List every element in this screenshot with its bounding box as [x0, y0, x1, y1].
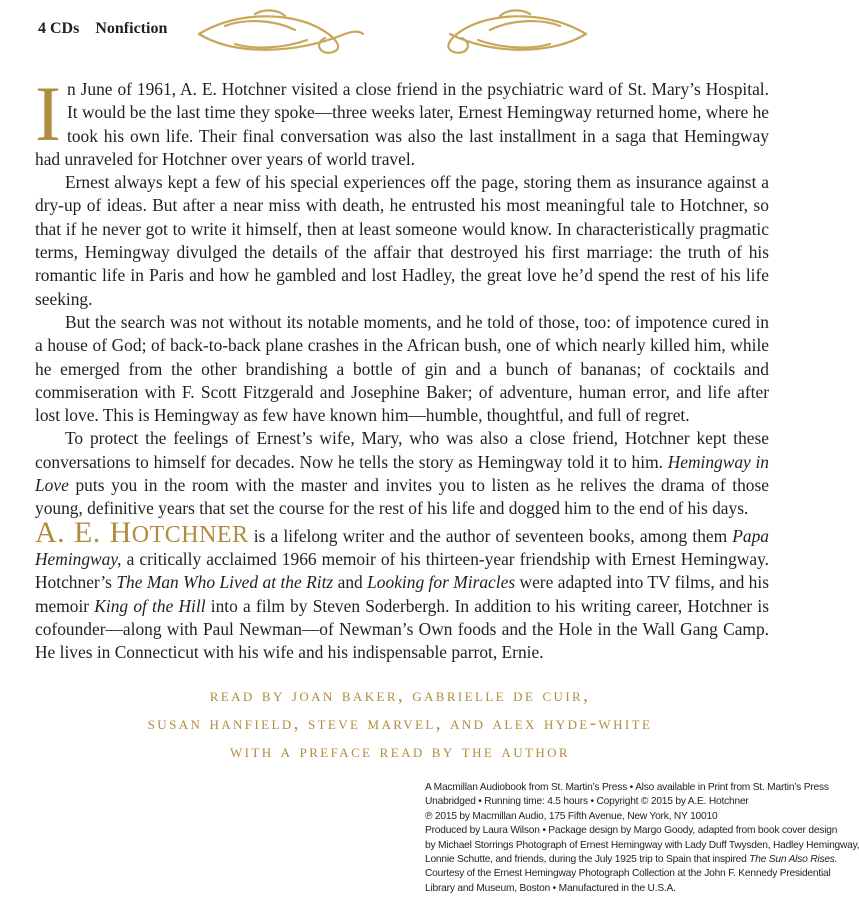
bio-book-1: Papa Hemingway, [35, 525, 770, 569]
credit-line-6-text: Lonnie Schutte, and friends, during the July 1925 trip to Spain that inspired [425, 854, 747, 866]
credit-line-1: A Macmillan Audiobook from St. Martin’s Press • Also available in Print from St. Martin’s Press [425, 782, 829, 793]
credit-line-5: by Michael Storrings Photograph of Ernest Hemingway with Lady Duff Twysden, Hadley Hemingway, [425, 839, 859, 851]
author-initials: A. E. H [35, 515, 132, 549]
credit-line-8: Library and Museum, Boston • Manufactured in the U.S.A. [425, 882, 676, 894]
narrators-line-1: read by joan baker, gabrielle de cuir, [209, 685, 591, 706]
paragraph-4 [35, 427, 769, 520]
top-label [38, 20, 167, 38]
paragraph-4-text-b: puts you in the room with the master and invites you to listen as he relives the drama of those young, definitive years that set the course for the rest of his life and dogged him to the end of his days. [35, 475, 769, 519]
credit-line-4: Produced by Laura Wilson • Package design by Margo Goody, adapted from book cover design [425, 825, 838, 837]
credit-line-3: ℗ 2015 by Macmillan Audio, 175 Fifth Avenue, New York, NY 10010 [425, 810, 718, 822]
flourish-ornament-left [195, 4, 365, 62]
bio-book-4: King of the Hill [94, 595, 206, 616]
paragraph-2: Ernest always kept a few of his special experiences off the page, storing them as insurance against a dry-up of ideas. But after a near miss with death, he entrusted his most meaningful tale to Hotchner, so that if he never got to write it himself, then at least someone would know. In characteristically pragmatic terms, Hemingway divulged the details of the affair that destroyed his first marriage: the truth of his romantic life in Paris and how he gambled and lost Hadley, the great love he’d spend the rest of his life seeking. [35, 172, 769, 309]
author-name [35, 516, 249, 549]
paragraph-1 [35, 70, 769, 171]
author-bio [35, 515, 770, 665]
bio-book-3: Looking for Miracles [367, 572, 516, 593]
bio-text-c: and [337, 572, 363, 593]
paragraph-3: But the search was not without its notable moments, and he told of those, too: of impotence cured in a house of God; of back-to-back plane crashes in the African bush, one of which nearly killed him, while he emerged from the other brandishing a bottle of gin and a bunch of bananas; of cocktails and commiseration with F. Scott Fitzgerald and Josephine Baker; of adventure, human error, and life after lost love. This is Hemingway as few have known him—humble, thoughtful, and full of regret. [35, 311, 769, 426]
genre-label: Nonfiction [95, 20, 168, 37]
drop-cap: I [35, 70, 61, 157]
credit-line-2: Unabridged • Running time: 4.5 hours • Copyright © 2015 by A.E. Hotchner [425, 796, 749, 808]
narrators-line-2: susan hanfield, steve marvel, and alex hyde-white [147, 713, 653, 734]
bio-text-e: into a film by Steven Soderbergh. In addition to his writing career, Hotchner is cofounder—along with Paul Newman—of Newman’s Own foods and the Hole in the Wall Gang Camp. He lives in Connecticut with his wife and his indispensable parrot, Ernie. [35, 595, 769, 663]
bio-text-d: were adapted into TV films, and his memoir [35, 572, 769, 616]
author-name-rest: OTCHNER [131, 521, 249, 548]
narrator-credits [0, 682, 800, 766]
bio-text-b: a critically acclaimed 1966 memoir of his thirteen-year friendship with Ernest Hemingway. Hotchner’s [35, 548, 769, 593]
credit-line-7: Courtesy of the Ernest Hemingway Photograph Collection at the John F. Kennedy Presidential [425, 868, 831, 880]
flourish-ornament-right [440, 4, 590, 62]
bio-text-a: is a lifelong writer and the author of seventeen books, among them [253, 525, 728, 546]
format-label: 4 CDs [38, 20, 80, 37]
book-title: Hemingway in Love [35, 451, 769, 496]
bio-book-2: The Man Who Lived at the Ritz [116, 572, 334, 593]
publisher-credits [425, 781, 859, 896]
description-text [35, 70, 770, 664]
credit-book-title: The Sun Also Rises. [749, 854, 838, 866]
paragraph-4-text-a: To protect the feelings of Ernest’s wife, Mary, who was also a close friend, Hotchner kept these conversations to himself for decades. Now he tells the story as Hemingway told it to him. [35, 428, 769, 472]
credit-line-6 [425, 853, 838, 867]
paragraph-1-text: n June of 1961, A. E. Hotchner visited a close friend in the psychiatric ward of St. Mary’s Hospital. It would be the last time they spoke—three weeks later, Ernest Hemingway returned home, where he took his own life. Their final conversation was also the last installment in a saga that Hemingway had unraveled for Hotchner over years of world travel. [35, 79, 769, 169]
narrators-line-3: with a preface read by the author [229, 741, 570, 762]
